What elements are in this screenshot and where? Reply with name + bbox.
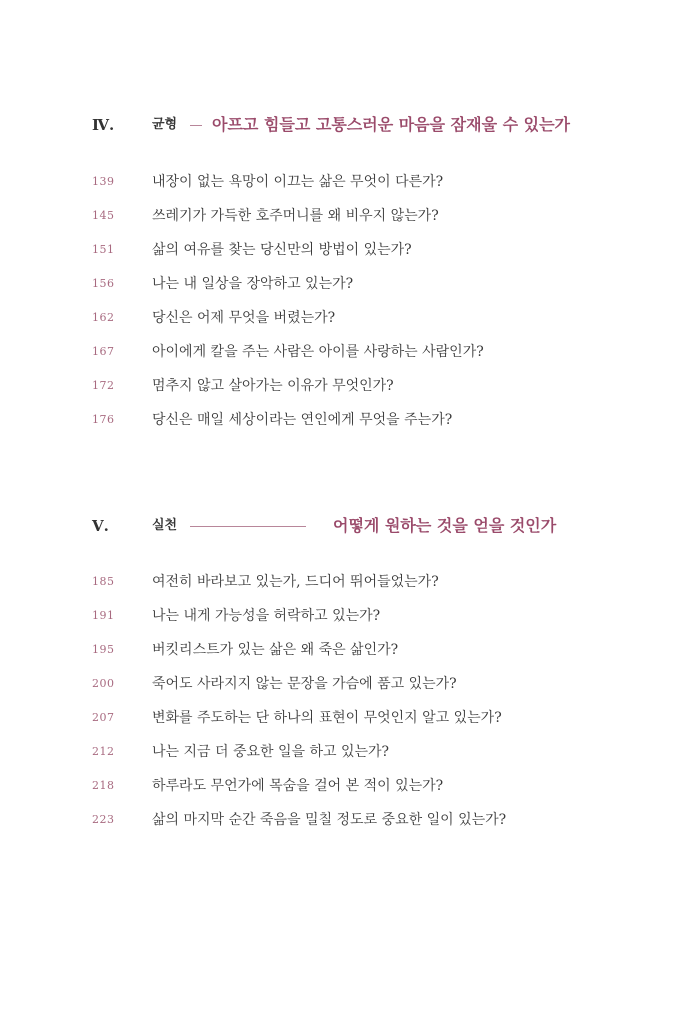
page-number: 212 — [92, 745, 115, 758]
section-number: Ⅴ. — [92, 517, 109, 535]
entry-title: 나는 내게 가능성을 허락하고 있는가? — [152, 608, 381, 624]
toc-entry[interactable] — [0, 238, 682, 272]
page-number: 223 — [92, 813, 115, 826]
page-number: 172 — [92, 379, 115, 392]
entry-title: 죽어도 사라지지 않는 문장을 가슴에 품고 있는가? — [152, 676, 457, 692]
page-number: 167 — [92, 345, 115, 358]
section-header — [0, 110, 682, 140]
entry-title: 나는 내 일상을 장악하고 있는가? — [152, 276, 354, 292]
page-number: 162 — [92, 311, 115, 324]
page-number: 191 — [92, 609, 115, 622]
page-number: 156 — [92, 277, 115, 290]
toc-entry[interactable] — [0, 706, 682, 740]
toc-entry[interactable] — [0, 672, 682, 706]
toc-entry[interactable] — [0, 638, 682, 672]
entry-title: 삶의 마지막 순간 죽음을 밀칠 정도로 중요한 일이 있는가? — [152, 812, 507, 828]
entry-title: 당신은 어제 무엇을 버렸는가? — [152, 310, 336, 326]
section-number: Ⅳ. — [92, 116, 115, 134]
entry-title: 아이에게 칼을 주는 사람은 아이를 사랑하는 사람인가? — [152, 344, 484, 360]
section-title: 어떻게 원하는 것을 얻을 것인가 — [333, 516, 557, 535]
toc-entry[interactable] — [0, 170, 682, 204]
entry-title: 쓰레기가 가득한 호주머니를 왜 비우지 않는가? — [152, 208, 439, 224]
page-number: 151 — [92, 243, 115, 256]
section-header — [0, 511, 682, 541]
toc-entry[interactable] — [0, 604, 682, 638]
entry-title: 변화를 주도하는 단 하나의 표현이 무엇인지 알고 있는가? — [152, 710, 502, 726]
toc-entry[interactable] — [0, 374, 682, 408]
page-number: 145 — [92, 209, 115, 222]
section-label: 실천 — [152, 518, 178, 533]
toc-list — [0, 570, 682, 842]
entry-title: 당신은 매일 세상이라는 연인에게 무엇을 주는가? — [152, 412, 453, 428]
section-title: 아프고 힘들고 고통스러운 마음을 잠재울 수 있는가 — [212, 115, 570, 134]
page-number: 176 — [92, 413, 115, 426]
entry-title: 여전히 바라보고 있는가, 드디어 뛰어들었는가? — [152, 574, 439, 590]
entry-title: 삶의 여유를 찾는 당신만의 방법이 있는가? — [152, 242, 412, 258]
page-number: 207 — [92, 711, 115, 724]
toc-entry[interactable] — [0, 272, 682, 306]
page-number: 218 — [92, 779, 115, 792]
toc-entry[interactable] — [0, 570, 682, 604]
entry-title: 멈추지 않고 살아가는 이유가 무엇인가? — [152, 378, 394, 394]
toc-entry[interactable] — [0, 808, 682, 842]
entry-title: 하루라도 무언가에 목숨을 걸어 본 적이 있는가? — [152, 778, 444, 794]
toc-entry[interactable] — [0, 408, 682, 442]
page-number: 139 — [92, 175, 115, 188]
toc-entry[interactable] — [0, 204, 682, 238]
toc-list — [0, 170, 682, 442]
page-number: 195 — [92, 643, 115, 656]
page-number: 185 — [92, 575, 115, 588]
entry-title: 나는 지금 더 중요한 일을 하고 있는가? — [152, 744, 390, 760]
toc-entry[interactable] — [0, 740, 682, 774]
section-divider — [190, 526, 306, 527]
toc-entry[interactable] — [0, 774, 682, 808]
section-divider — [190, 125, 202, 126]
section-label: 균형 — [152, 117, 178, 132]
page-number: 200 — [92, 677, 115, 690]
entry-title: 내장이 없는 욕망이 이끄는 삶은 무엇이 다른가? — [152, 174, 444, 190]
toc-entry[interactable] — [0, 340, 682, 374]
entry-title: 버킷리스트가 있는 삶은 왜 죽은 삶인가? — [152, 642, 399, 658]
toc-entry[interactable] — [0, 306, 682, 340]
